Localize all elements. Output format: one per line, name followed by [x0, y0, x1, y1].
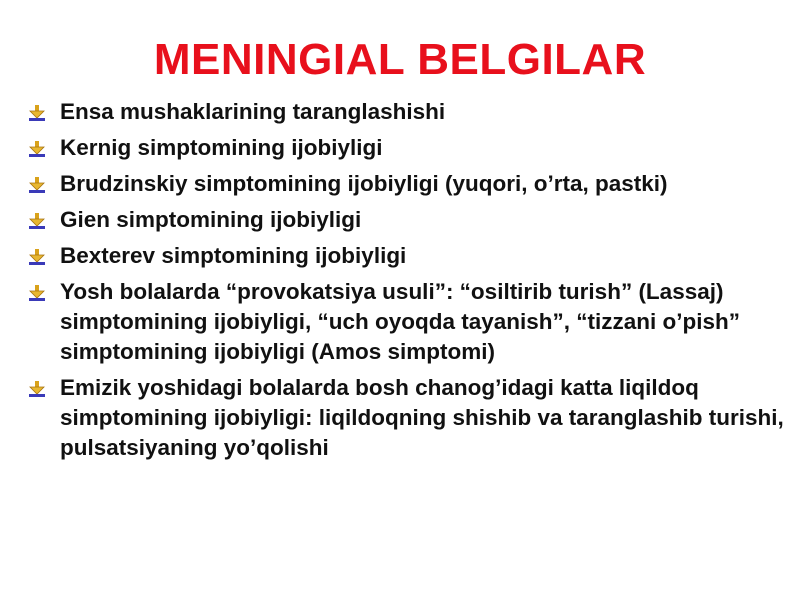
- gold-arrow-bullet-icon: [28, 212, 46, 230]
- bullet-text: Kernig simptomining ijobiyligi: [60, 135, 383, 160]
- gold-arrow-bullet-icon: [28, 140, 46, 158]
- bullet-text: Gien simptomining ijobiyligi: [60, 207, 362, 232]
- bullet-list: [28, 97, 788, 469]
- bullet-item-6: [28, 277, 788, 367]
- bullet-text: Emizik yoshidagi bolalarda bosh chanog’idagi katta liqildoq simptomining ijobiyligi: liqildoqning shishib va taranglashib turishi, pulsatsiyaning yo’qolishi: [60, 375, 784, 460]
- gold-arrow-bullet-icon: [28, 380, 46, 398]
- gold-arrow-bullet-icon: [28, 176, 46, 194]
- gold-arrow-bullet-icon: [28, 248, 46, 266]
- bullet-item-7: [28, 373, 788, 463]
- bullet-text: Bexterev simptomining ijobiyligi: [60, 243, 407, 268]
- bullet-item-5: [28, 241, 788, 271]
- bullet-item-1: [28, 97, 788, 127]
- bullet-text: Ensa mushaklarining taranglashishi: [60, 99, 446, 124]
- bullet-item-3: [28, 169, 788, 199]
- bullet-text: Yosh bolalarda “provokatsiya usuli”: “osiltirib turish” (Lassaj) simptomining ijobiyligi, “uch oyoqda tayanish”, “tizzani o’pish” simptomining ijobiyligi (Amos simptomi): [60, 279, 741, 364]
- gold-arrow-bullet-icon: [28, 104, 46, 122]
- gold-arrow-bullet-icon: [28, 284, 46, 302]
- bullet-item-4: [28, 205, 788, 235]
- slide-title: MENINGIAL BELGILAR: [153, 35, 647, 84]
- bullet-text: Brudzinskiy simptomining ijobiyligi (yuqori, o’rta, pastki): [60, 171, 668, 196]
- bullet-item-2: [28, 133, 788, 163]
